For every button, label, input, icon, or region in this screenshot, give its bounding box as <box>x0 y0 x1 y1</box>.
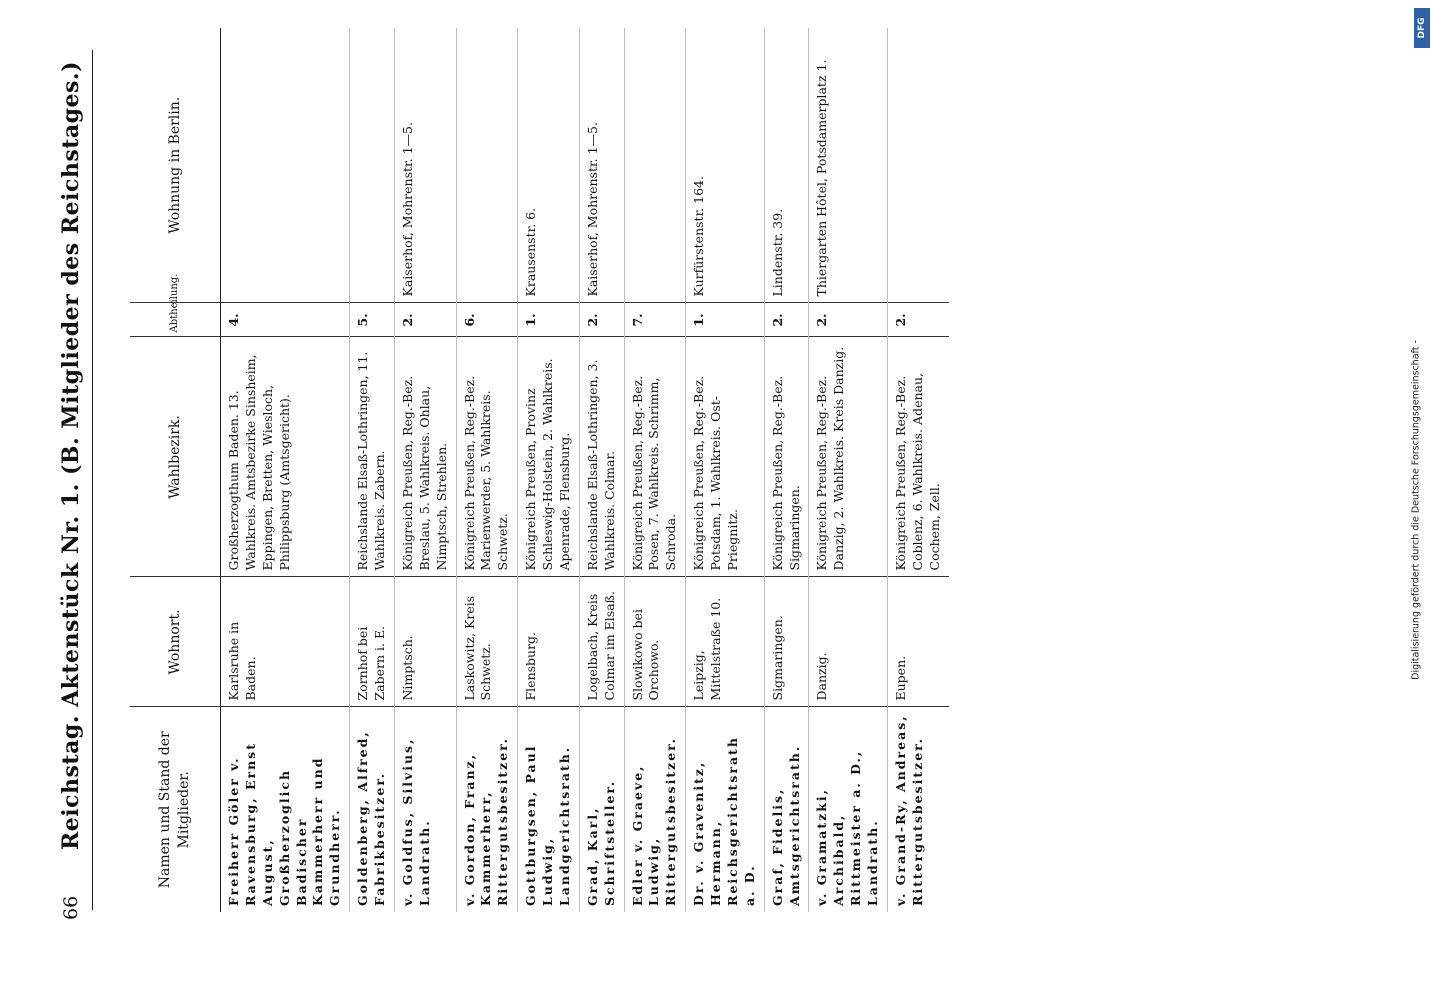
member-district: Königreich Preußen, Reg.-Bez. Breslau, 5. Wahlkreis. Ohlau, Nimptsch, Strehlen. <box>394 337 456 577</box>
member-berlin-address: Kurfürstenstr. 164. <box>686 28 765 303</box>
column-header-district: Wahlbezirk. <box>130 337 221 577</box>
table-row <box>579 28 624 912</box>
member-division: 6. <box>456 303 518 337</box>
member-name: Grad, Karl, Schriftsteller. <box>579 707 624 912</box>
dfg-logo <box>1414 8 1430 48</box>
column-header-berlin: Wohnung in Berlin. <box>130 28 221 303</box>
member-division: 2. <box>809 303 888 337</box>
page-number: 66 <box>60 895 82 920</box>
member-name: Graf, Fidelis, Amtsgerichtsrath. <box>764 707 809 912</box>
member-name: v. Gramatzki, Archibald, Rittmeister a. D., Landrath. <box>809 707 888 912</box>
member-berlin-address: Krausenstr. 6. <box>518 28 580 303</box>
member-berlin-address <box>456 28 518 303</box>
digitization-credit <box>1404 20 1428 980</box>
member-residence: Leipzig, Mittelstraße 10. <box>686 577 765 707</box>
dfg-logo-text: DFG <box>1417 17 1427 39</box>
member-berlin-address: Thiergarten Hôtel, Potsdamerplatz 1. <box>809 28 888 303</box>
member-division: 2. <box>764 303 809 337</box>
member-division: 4. <box>221 303 350 337</box>
table-row <box>350 28 395 912</box>
table-row <box>764 28 809 912</box>
member-name: Edler v. Graeve, Ludwig, Rittergutsbesitzer. <box>624 707 686 912</box>
table-row <box>887 28 948 912</box>
member-residence: Eupen. <box>887 577 948 707</box>
member-district: Königreich Preußen, Reg.-Bez. Potsdam, 1. Wahlkreis. Ost-Priegnitz. <box>686 337 765 577</box>
member-name: Dr. v. Gravenitz, Hermann, Reichsgerichtsrath a. D. <box>686 707 765 912</box>
column-header-division: Abtheilung. <box>130 303 221 337</box>
member-division: 1. <box>686 303 765 337</box>
member-district: Königreich Preußen, Provinz Schleswig-Holstein, 2. Wahlkreis. Apenrade, Flensburg. <box>518 337 580 577</box>
member-district: Reichslande Elsaß-Lothringen, 11. Wahlkreis. Zabern. <box>350 337 395 577</box>
member-district: Königreich Preußen, Reg.-Bez. Posen, 7. Wahlkreis. Schrimm, Schroda. <box>624 337 686 577</box>
member-name: v. Grand-Ry, Andreas, Rittergutsbesitzer. <box>892 714 925 906</box>
member-residence: Karlsruhe in Baden. <box>221 577 350 707</box>
member-district: Großherzogthum Baden. 13. Wahlkreis. Amtsbezirke Sinsheim, Eppingen, Bretten, Wiesloch, Philippsburg (Amtsgericht). <box>221 337 350 577</box>
member-division: 2. <box>394 303 456 337</box>
member-residence: Logelbach, Kreis Colmar im Elsaß. <box>579 577 624 707</box>
member-division: 5. <box>350 303 395 337</box>
member-district: Königreich Preußen, Reg.-Bez. Danzig, 2. Wahlkreis. Kreis Danzig. <box>809 337 888 577</box>
table-row <box>518 28 580 912</box>
column-header-residence: Wohnort. <box>130 577 221 707</box>
column-header-row <box>130 28 221 912</box>
member-residence: Danzig. <box>809 577 888 707</box>
table-row <box>809 28 888 912</box>
member-residence: Sigmaringen. <box>764 577 809 707</box>
members-table <box>130 28 949 912</box>
member-berlin-address: Kaiserhof, Mohrenstr. 1—5. <box>394 28 456 303</box>
credit-text: Digitalisierung gefördert durch die Deutsche Forschungsgemeinschaft - <box>1410 340 1422 680</box>
table-row <box>394 28 456 912</box>
member-residence: Laskowitz, Kreis Schwetz. <box>456 577 518 707</box>
member-residence: Zornhof bei Zabern i. E. <box>350 577 395 707</box>
member-division: 2. <box>887 303 948 337</box>
member-berlin-address <box>350 28 395 303</box>
member-district: Königreich Preußen, Reg.-Bez. Sigmaringen. <box>764 337 809 577</box>
member-division: 2. <box>579 303 624 337</box>
member-district: Königreich Preußen, Reg.-Bez. Coblenz, 6. Wahlkreis. Adenau, Cochem, Zell. <box>887 337 948 577</box>
column-header-name: Namen und Stand der Mitglieder. <box>130 707 221 912</box>
member-berlin-address <box>887 28 948 303</box>
member-name: Gottburgsen, Paul Ludwig, Landgerichtsrath. <box>518 707 580 912</box>
table-row <box>456 28 518 912</box>
member-berlin-address <box>221 28 350 303</box>
member-berlin-address: Kaiserhof, Mohrenstr. 1—5. <box>579 28 624 303</box>
member-residence: Nimptsch. <box>394 577 456 707</box>
member-district: Königreich Preußen, Reg.-Bez. Marienwerder, 5. Wahlkreis. Schwetz. <box>456 337 518 577</box>
table-row <box>686 28 765 912</box>
member-residence: Slowikowo bei Orchowo. <box>624 577 686 707</box>
table-row <box>221 28 350 912</box>
member-residence: Flensburg. <box>518 577 580 707</box>
header-rule <box>92 50 93 910</box>
member-berlin-address: Lindenstr. 39. <box>764 28 809 303</box>
running-title: Reichstag. Aktenstück Nr. 1. (B. Mitglieder des Reichstages.) <box>58 61 84 850</box>
member-division: 7. <box>624 303 686 337</box>
table-row <box>624 28 686 912</box>
member-name: Freiherr Göler v. Ravensburg, Ernst August, Großherzoglich Badischer Kammerherr und Grundherr. <box>221 707 350 912</box>
member-berlin-address <box>624 28 686 303</box>
member-name: v. Goldfus, Silvius, Landrath. <box>394 707 456 912</box>
member-name: Goldenberg, Alfred, Fabrikbesitzer. <box>350 707 395 912</box>
member-name: v. Gordon, Franz, Kammerherr, Rittergutsbesitzer. <box>456 707 518 912</box>
running-head <box>0 0 140 1000</box>
member-district: Reichslande Elsaß-Lothringen, 3. Wahlkreis. Colmar. <box>579 337 624 577</box>
member-division: 1. <box>518 303 580 337</box>
